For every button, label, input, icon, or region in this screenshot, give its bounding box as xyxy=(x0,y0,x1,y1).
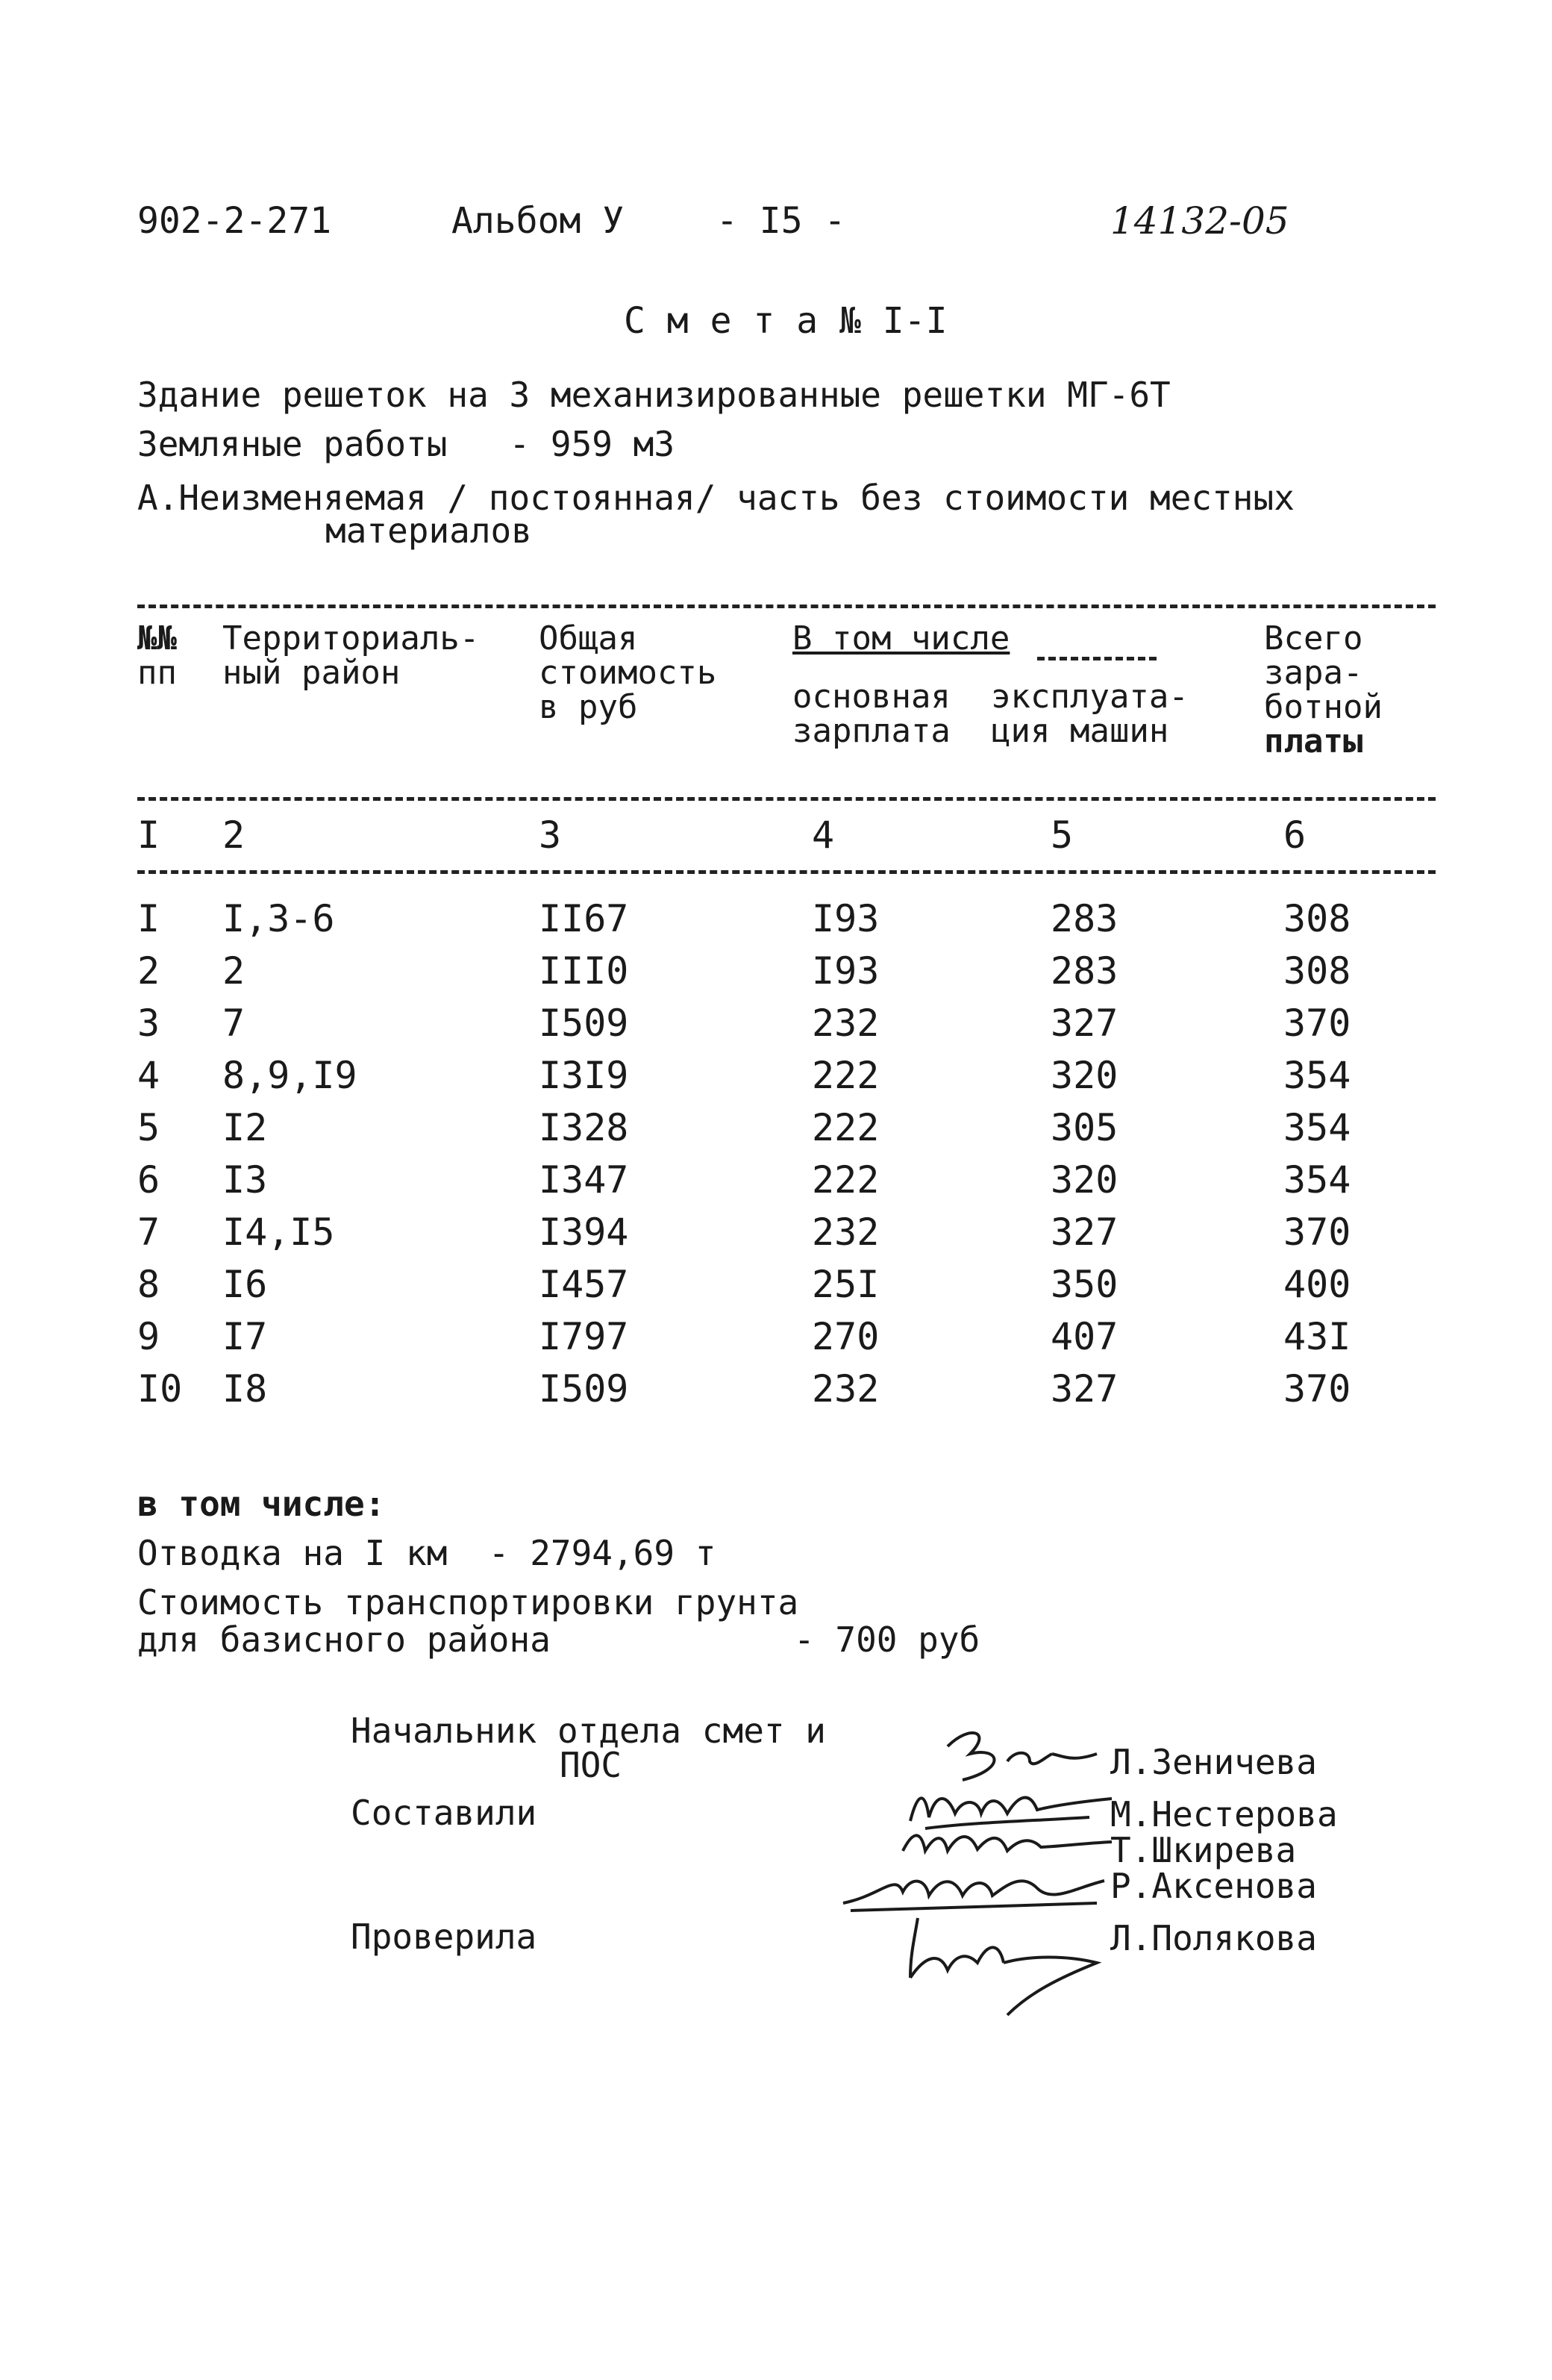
archive-number: 14132-05 xyxy=(1110,199,1289,243)
transport-line-2: для базисного района xyxy=(137,1620,551,1660)
header-num-2: пп xyxy=(137,654,177,692)
header-all-wages-3: ботной xyxy=(1264,688,1383,726)
section-a-continuation: материалов xyxy=(325,510,532,551)
header-all-wages-4: платы xyxy=(1264,722,1363,760)
cell-machine-cost: 407 xyxy=(1051,1315,1118,1358)
cell-region: 8,9,I9 xyxy=(222,1054,357,1097)
header-wages-1: основная xyxy=(792,678,951,716)
header-including: В том числе xyxy=(792,619,1010,658)
cell-base-wages: 232 xyxy=(812,1367,880,1411)
cell-row-num: 8 xyxy=(137,1263,160,1306)
cell-total-wages: 43I xyxy=(1283,1315,1351,1358)
cell-total-wages: 370 xyxy=(1283,1002,1351,1045)
cell-total-wages: 354 xyxy=(1283,1054,1351,1097)
cell-total-wages: 308 xyxy=(1283,949,1351,993)
page-number: - I5 - xyxy=(716,200,846,242)
signer-name-3: Т.Шкирева xyxy=(1110,1830,1297,1870)
cell-total-cost: III0 xyxy=(539,949,629,993)
cell-machine-cost: 283 xyxy=(1051,949,1118,993)
header-num-1: №№ xyxy=(137,619,177,658)
signer-name-1: Л.Зеничева xyxy=(1110,1742,1317,1782)
head-title-1: Начальник отдела смет и xyxy=(351,1711,826,1751)
cell-region: I6 xyxy=(222,1263,268,1306)
cell-row-num: I0 xyxy=(137,1367,183,1411)
table-row xyxy=(0,1102,1552,1154)
cell-machine-cost: 327 xyxy=(1051,1002,1118,1045)
cell-base-wages: 232 xyxy=(812,1211,880,1254)
cell-region: I8 xyxy=(222,1367,268,1411)
col-number-4: 4 xyxy=(812,813,835,857)
header-including-rule xyxy=(1037,657,1157,660)
col-number-1: I xyxy=(137,813,160,857)
table-top-rule xyxy=(137,605,1436,608)
table-row xyxy=(0,1154,1552,1206)
cell-base-wages: 270 xyxy=(812,1315,880,1358)
cell-region: I7 xyxy=(222,1315,268,1358)
table-row xyxy=(0,997,1552,1049)
cell-region: 2 xyxy=(222,949,245,993)
header-wages-2: зарплата xyxy=(792,712,951,750)
table-row xyxy=(0,1206,1552,1258)
cell-machine-cost: 283 xyxy=(1051,897,1118,940)
header-total-3: в руб xyxy=(539,688,638,726)
cell-region: I3 xyxy=(222,1158,268,1202)
header-region-1: Территориаль- xyxy=(222,619,480,658)
signature-polyakova xyxy=(895,1911,1104,2023)
cell-total-cost: I509 xyxy=(539,1367,629,1411)
cell-total-wages: 354 xyxy=(1283,1158,1351,1202)
cell-machine-cost: 305 xyxy=(1051,1106,1118,1149)
cell-row-num: 2 xyxy=(137,949,160,993)
including-label: в том числе: xyxy=(137,1484,386,1524)
table-row xyxy=(0,1311,1552,1363)
cell-machine-cost: 350 xyxy=(1051,1263,1118,1306)
cell-region: 7 xyxy=(222,1002,245,1045)
cell-total-wages: 370 xyxy=(1283,1367,1351,1411)
cell-total-cost: I3I9 xyxy=(539,1054,629,1097)
cell-total-cost: II67 xyxy=(539,897,629,940)
col-number-6: 6 xyxy=(1283,813,1307,857)
section-a-line: А.Неизменяемая / постоянная/ часть без стоимости местных xyxy=(137,478,1295,518)
column-number-row xyxy=(0,809,1552,861)
cell-base-wages: 222 xyxy=(812,1158,880,1202)
earthworks-line: Земляные работы - 959 м3 xyxy=(137,424,675,464)
cell-total-wages: 370 xyxy=(1283,1211,1351,1254)
compiled-label: Составили xyxy=(351,1793,537,1833)
header-bottom-rule xyxy=(137,797,1436,801)
signer-name-4: Р.Аксенова xyxy=(1110,1866,1317,1906)
cell-row-num: 9 xyxy=(137,1315,160,1358)
transport-line-1: Стоимость транспортировки грунта xyxy=(137,1582,799,1622)
cell-region: I,3-6 xyxy=(222,897,335,940)
cell-total-cost: I394 xyxy=(539,1211,629,1254)
album-label: Альбом У xyxy=(451,200,625,242)
cell-machine-cost: 327 xyxy=(1051,1367,1118,1411)
spoil-line: Отводка на I км - 2794,69 т xyxy=(137,1533,716,1573)
col-number-3: 3 xyxy=(539,813,562,857)
transport-value: - 700 руб xyxy=(794,1620,980,1660)
table-row xyxy=(0,945,1552,997)
cell-total-cost: I457 xyxy=(539,1263,629,1306)
table-row xyxy=(0,1258,1552,1311)
cell-base-wages: I93 xyxy=(812,949,880,993)
col-number-2: 2 xyxy=(222,813,245,857)
col-number-5: 5 xyxy=(1051,813,1074,857)
cell-row-num: 5 xyxy=(137,1106,160,1149)
column-number-rule xyxy=(137,870,1436,874)
signer-name-2: М.Нестерова xyxy=(1110,1794,1338,1834)
header-machines-1: эксплуата- xyxy=(991,678,1189,716)
header-all-wages-2: зара- xyxy=(1264,654,1363,692)
cell-base-wages: 232 xyxy=(812,1002,880,1045)
cell-machine-cost: 327 xyxy=(1051,1211,1118,1254)
table-row xyxy=(0,1049,1552,1102)
table-row xyxy=(0,1363,1552,1415)
cell-total-cost: I509 xyxy=(539,1002,629,1045)
cell-region: I2 xyxy=(222,1106,268,1149)
header-machines-2: ция машин xyxy=(991,712,1169,750)
page-title: С м е т а № I-I xyxy=(624,300,948,342)
header-total-1: Общая xyxy=(539,619,638,658)
signature-aksenova xyxy=(836,1858,1112,1918)
cell-total-wages: 308 xyxy=(1283,897,1351,940)
cell-region: I4,I5 xyxy=(222,1211,335,1254)
cell-total-wages: 400 xyxy=(1283,1263,1351,1306)
cell-base-wages: I93 xyxy=(812,897,880,940)
cell-machine-cost: 320 xyxy=(1051,1054,1118,1097)
cell-total-cost: I347 xyxy=(539,1158,629,1202)
cell-base-wages: 222 xyxy=(812,1106,880,1149)
cell-row-num: 6 xyxy=(137,1158,160,1202)
cell-row-num: 4 xyxy=(137,1054,160,1097)
table-row xyxy=(0,893,1552,945)
building-line: Здание решеток на 3 механизированные решетки МГ-6Т xyxy=(137,375,1171,415)
head-title-2: ПОС xyxy=(560,1745,622,1785)
cell-base-wages: 25I xyxy=(812,1263,880,1306)
cell-total-cost: I328 xyxy=(539,1106,629,1149)
header-all-wages-1: Всего xyxy=(1264,619,1363,658)
signer-name-5: Л.Полякова xyxy=(1110,1918,1317,1958)
header-region-2: ный район xyxy=(222,654,401,692)
cell-machine-cost: 320 xyxy=(1051,1158,1118,1202)
cell-row-num: 7 xyxy=(137,1211,160,1254)
cell-total-wages: 354 xyxy=(1283,1106,1351,1149)
cell-base-wages: 222 xyxy=(812,1054,880,1097)
cell-row-num: 3 xyxy=(137,1002,160,1045)
document-code: 902-2-271 xyxy=(137,200,332,242)
cell-total-cost: I797 xyxy=(539,1315,629,1358)
checked-label: Проверила xyxy=(351,1917,537,1957)
cell-row-num: I xyxy=(137,897,160,940)
header-total-2: стоимость xyxy=(539,654,717,692)
